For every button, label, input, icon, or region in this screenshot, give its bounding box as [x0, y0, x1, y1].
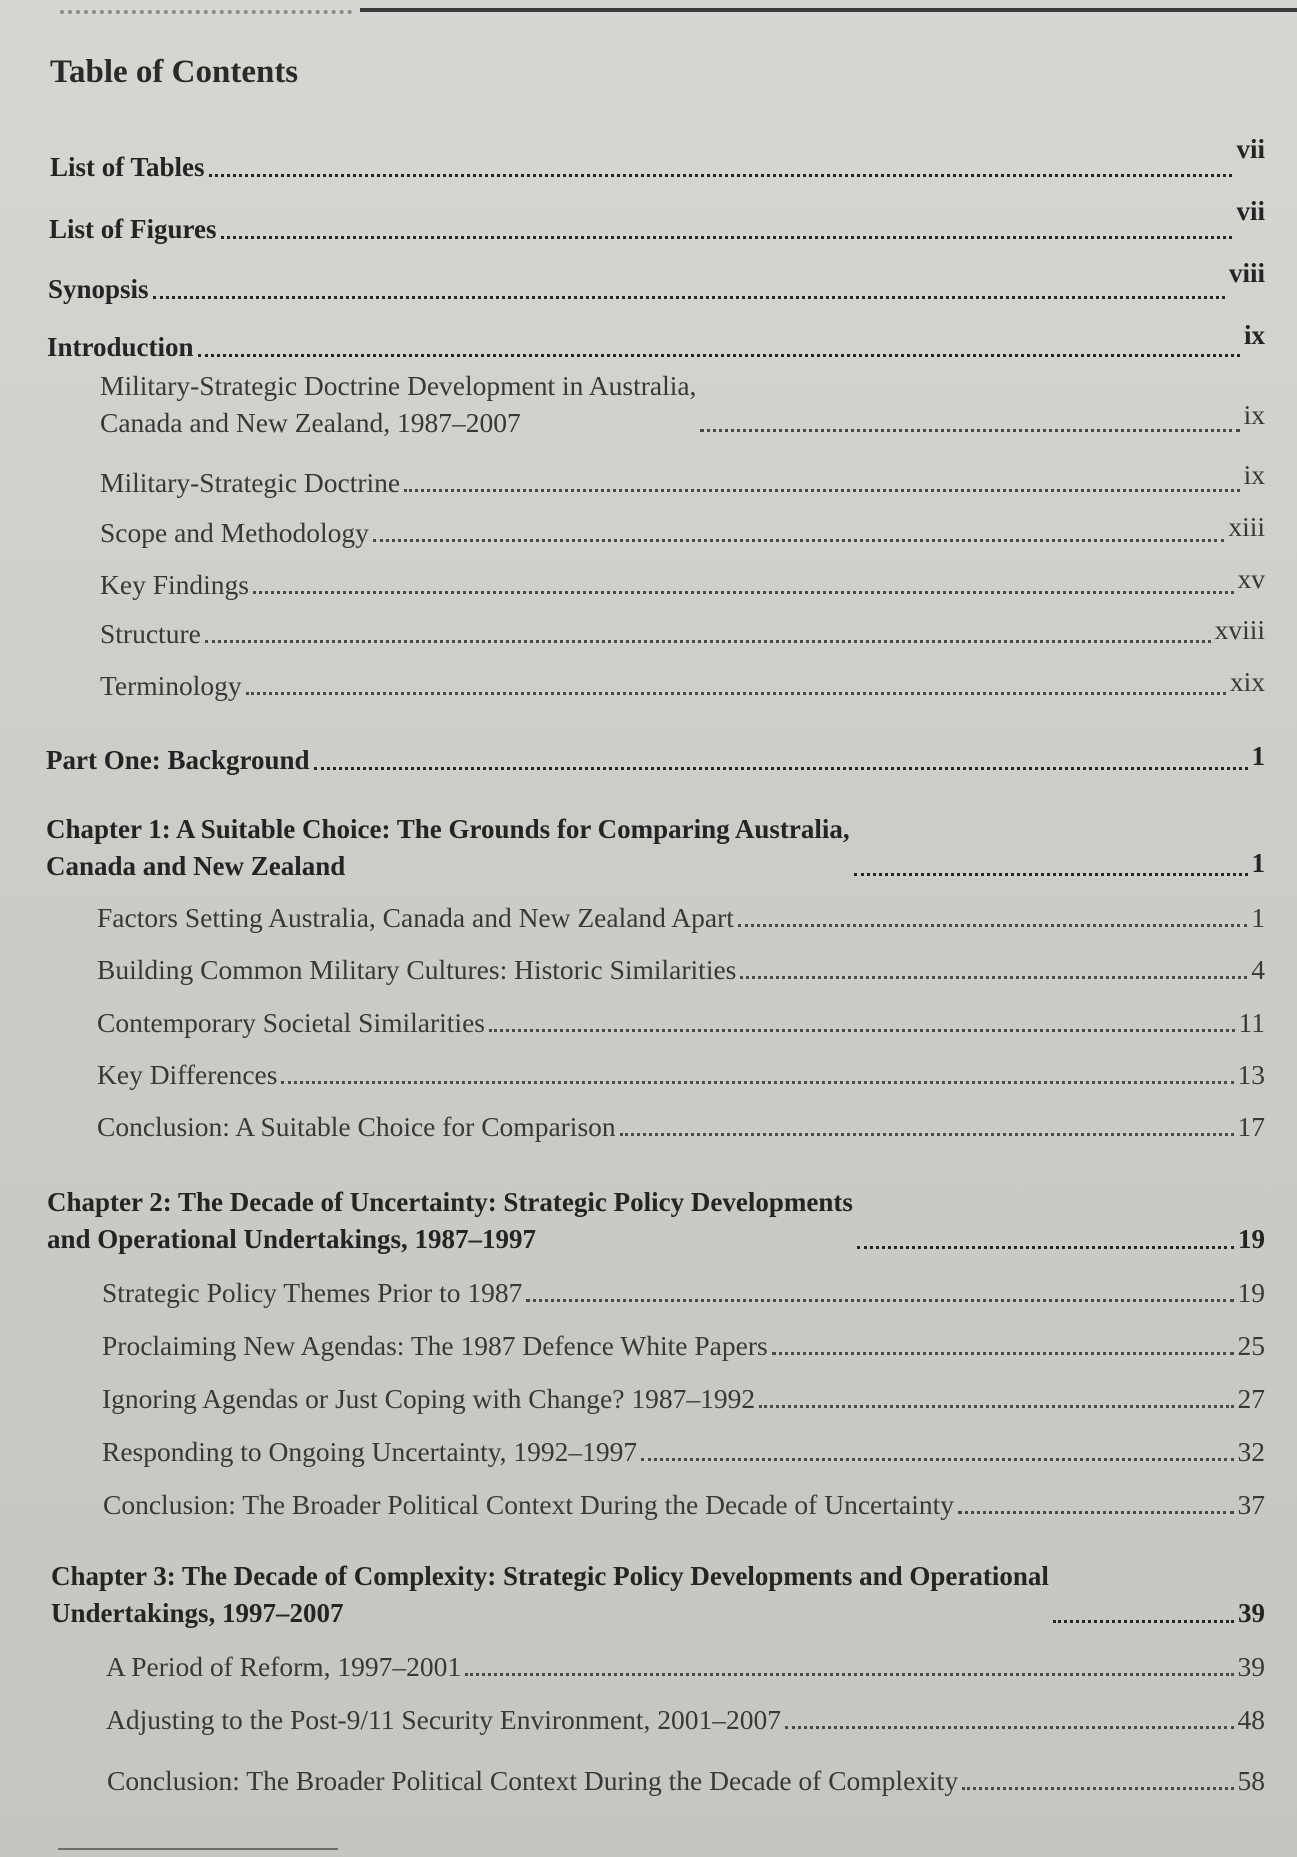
dot-leader — [759, 1405, 1233, 1408]
dot-leader — [857, 1246, 1234, 1249]
entry-title: Key Findings — [100, 569, 249, 600]
dot-leader — [209, 174, 1233, 177]
toc-entry-historic-similarities — [97, 951, 1265, 988]
toc-entry-societal-similarities — [97, 1004, 1265, 1041]
toc-entry-terminology — [100, 663, 1265, 704]
toc-entry-chapter-3 — [51, 1558, 1265, 1632]
toc-entry-factors-apart — [97, 899, 1265, 936]
dot-leader — [1053, 1620, 1234, 1623]
dot-leader — [641, 1458, 1233, 1461]
dot-leader — [962, 1787, 1233, 1790]
toc-entry-key-differences — [97, 1056, 1265, 1093]
toc-entry-new-agendas — [102, 1327, 1265, 1364]
dot-leader — [738, 924, 1247, 927]
toc-entry-chapter-2 — [47, 1184, 1265, 1258]
entry-title: Terminology — [100, 670, 242, 701]
entry-title: A Period of Reform, 1997–2001 — [106, 1651, 462, 1682]
toc-entry-list-of-figures — [49, 193, 1265, 248]
entry-page: 13 — [1237, 1059, 1265, 1090]
entry-page: 27 — [1237, 1383, 1265, 1414]
toc-entry-list-of-tables — [50, 131, 1265, 186]
toc-entry-conclusion-uncertainty — [103, 1486, 1265, 1523]
entry-title-line1: Chapter 1: A Suitable Choice: The Grounds for Comparing Australia, — [46, 814, 850, 844]
dot-leader — [526, 1299, 1233, 1302]
entry-title: Proclaiming New Agendas: The 1987 Defence White Papers — [102, 1330, 768, 1361]
entry-page: 37 — [1237, 1489, 1265, 1520]
entry-title: Conclusion: The Broader Political Context During the Decade of Uncertainty — [103, 1489, 955, 1520]
entry-title: Part One: Background — [46, 745, 310, 775]
toc-entry-ongoing-uncertainty — [102, 1433, 1265, 1470]
dot-leader — [205, 640, 1211, 643]
dot-leader — [153, 296, 1225, 299]
dot-leader — [198, 354, 1240, 357]
entry-title: Introduction — [47, 332, 194, 362]
entry-title: Conclusion: The Broader Political Context During the Decade of Complexity — [107, 1765, 959, 1796]
entry-page: ix — [1243, 459, 1265, 490]
dot-leader — [373, 539, 1224, 542]
entry-title: Canada and New Zealand — [46, 851, 346, 881]
toc-entry-post-911 — [106, 1701, 1265, 1738]
entry-page: 25 — [1237, 1330, 1265, 1361]
dot-leader — [740, 976, 1247, 979]
entry-title: Contemporary Societal Similarities — [97, 1007, 485, 1038]
toc-entry-conclusion-complexity — [107, 1762, 1265, 1799]
entry-title: List of Tables — [50, 152, 205, 182]
bottom-rule — [58, 1848, 338, 1850]
entry-page: viii — [1228, 258, 1265, 288]
entry-page: 32 — [1237, 1436, 1265, 1467]
entry-page: 58 — [1237, 1765, 1265, 1796]
entry-page: 1 — [1251, 902, 1265, 933]
entry-title: Factors Setting Australia, Canada and New Zealand Apart — [97, 902, 734, 933]
entry-title: Building Common Military Cultures: Historic Similarities — [97, 954, 737, 985]
entry-page: 11 — [1238, 1007, 1265, 1038]
dot-leader — [246, 692, 1226, 695]
toc-entry-conclusion-suitable-choice — [97, 1108, 1265, 1145]
toc-entry-doctrine-development — [100, 367, 1265, 441]
toc-entry-structure — [100, 611, 1265, 652]
entry-page: xiii — [1228, 511, 1265, 542]
dot-leader — [700, 429, 1239, 432]
dot-leader — [958, 1511, 1233, 1514]
entry-page: ix — [1243, 320, 1265, 350]
dot-leader — [465, 1673, 1233, 1676]
dot-leader — [785, 1726, 1234, 1729]
toc-entry-period-of-reform — [106, 1648, 1265, 1685]
entry-title: Key Differences — [97, 1059, 278, 1090]
entry-page: 39 — [1238, 1598, 1265, 1628]
entry-page: 48 — [1237, 1704, 1265, 1735]
entry-title: Synopsis — [48, 274, 149, 304]
toc-entry-introduction — [47, 317, 1265, 366]
entry-title: Conclusion: A Suitable Choice for Comparison — [97, 1111, 616, 1142]
dot-leader — [281, 1081, 1233, 1084]
entry-title: Canada and New Zealand, 1987–2007 — [100, 407, 521, 438]
entry-title: List of Figures — [49, 214, 217, 244]
dot-leader — [314, 767, 1248, 770]
dot-leader — [404, 489, 1239, 492]
dot-leader — [221, 236, 1233, 239]
toc-entry-ignoring-agendas — [102, 1380, 1265, 1417]
entry-title-line1: Chapter 2: The Decade of Uncertainty: Strategic Policy Developments — [47, 1187, 853, 1217]
toc-entry-synopsis — [48, 255, 1265, 308]
entry-title: and Operational Undertakings, 1987–1997 — [47, 1224, 537, 1254]
entry-page: 4 — [1251, 954, 1265, 985]
toc-entry-policy-themes-prior-1987 — [102, 1274, 1265, 1311]
dot-leader — [772, 1352, 1234, 1355]
entry-title: Undertakings, 1997–2007 — [51, 1598, 344, 1628]
entry-page: xviii — [1214, 614, 1265, 645]
entry-page: 19 — [1238, 1224, 1265, 1254]
toc-entry-key-findings — [100, 560, 1265, 603]
entry-page: vii — [1236, 196, 1265, 226]
entry-page: ix — [1243, 399, 1265, 430]
dot-leader — [854, 873, 1248, 876]
toc-title: Table of Contents — [50, 54, 299, 90]
dot-leader — [620, 1133, 1234, 1136]
toc-entry-chapter-1 — [46, 811, 1265, 885]
entry-title: Structure — [100, 618, 201, 649]
entry-title-line1: Chapter 3: The Decade of Complexity: Strategic Policy Developments and Operational — [51, 1561, 1049, 1591]
dot-leader — [489, 1029, 1235, 1032]
entry-title: Adjusting to the Post-9/11 Security Environment, 2001–2007 — [106, 1704, 781, 1735]
entry-page: 1 — [1251, 741, 1265, 771]
entry-page: 19 — [1237, 1277, 1265, 1308]
toc-entry-scope-methodology — [100, 508, 1265, 551]
entry-page: 1 — [1251, 848, 1265, 878]
entry-title: Military-Strategic Doctrine — [100, 467, 401, 498]
entry-page: xix — [1229, 666, 1265, 697]
entry-title: Responding to Ongoing Uncertainty, 1992–1997 — [102, 1436, 638, 1467]
dot-leader — [253, 591, 1234, 594]
toc-entry-part-one — [46, 738, 1265, 779]
entry-title: Scope and Methodology — [100, 517, 369, 548]
entry-title-line1: Military-Strategic Doctrine Development in Australia, — [100, 370, 697, 401]
entry-page: 17 — [1237, 1111, 1265, 1142]
entry-title: Strategic Policy Themes Prior to 1987 — [102, 1277, 523, 1308]
entry-page: vii — [1236, 134, 1265, 164]
entry-page: xv — [1237, 563, 1265, 594]
toc-entry-military-strategic-doctrine — [100, 456, 1265, 501]
entry-page: 39 — [1237, 1651, 1265, 1682]
entry-title: Ignoring Agendas or Just Coping with Change? 1987–1992 — [102, 1383, 756, 1414]
